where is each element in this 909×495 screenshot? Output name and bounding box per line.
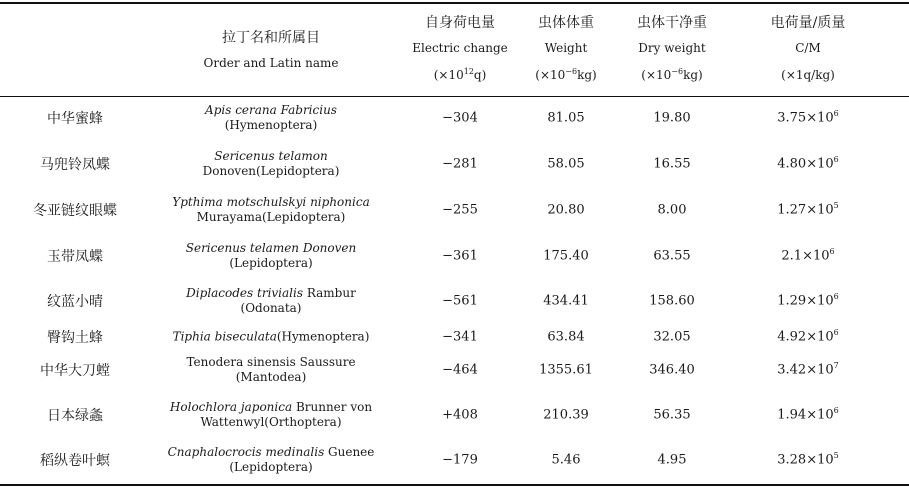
row-4-dry-weight: 63.55 — [653, 248, 691, 264]
row-4-charge: −361 — [442, 248, 478, 264]
row-3-weight: 20.80 — [547, 202, 585, 218]
row-6-chinese-name: 臀钩土蜂 — [47, 330, 103, 346]
table-bottom-rule — [0, 484, 909, 486]
row-8-chinese-name: 日本绿螽 — [47, 408, 103, 424]
row-2-weight: 58.05 — [547, 156, 585, 172]
row-6-charge-mass: $4.92\times 10^6$ — [777, 328, 839, 345]
row-9-charge: −179 — [442, 452, 478, 468]
row-3-latin-name: Ypthima motschulskyi niphonica Murayama(Lepidoptera) — [172, 195, 370, 224]
row-8-latin-name: Holochlora japonica Brunner von Wattenwyl(Orthoptera) — [169, 400, 373, 429]
header-cm-cn: 电荷量/质量 — [770, 15, 846, 31]
row-9-chinese-name: 稻纵卷叶螟 — [40, 453, 110, 469]
row-7-charge-mass: $3.42\times 10^7$ — [777, 361, 839, 378]
header-latin-en: Order and Latin name — [203, 56, 339, 70]
header-weight-unit: $(\times 10^{-6}kg)$ — [535, 67, 597, 82]
row-1-latin-name: Apis cerana Fabricius (Hymenoptera) — [205, 103, 337, 132]
row-7-chinese-name: 中华大刀螳 — [40, 363, 110, 379]
row-4-chinese-name: 玉带凤蝶 — [47, 249, 103, 265]
header-cm-en: C/M — [795, 41, 821, 55]
row-2-dry-weight: 16.55 — [653, 156, 691, 172]
row-9-latin-name: Cnaphalocrocis medinalis Guenee (Lepidoptera) — [167, 445, 375, 474]
header-dry-cn: 虫体干净重 — [637, 15, 707, 31]
row-1-charge-mass: $3.75\times 10^6$ — [777, 109, 839, 126]
row-5-weight: 434.41 — [543, 293, 589, 309]
row-9-charge-mass: $3.28\times 10^5$ — [777, 451, 839, 468]
row-7-dry-weight: 346.40 — [649, 362, 695, 378]
row-4-charge-mass: $2.1\times 10^6$ — [781, 247, 835, 264]
header-charge-cn: 自身荷电量 — [425, 15, 495, 31]
row-7-charge: −464 — [442, 362, 478, 378]
header-cm-unit: (×1q/kg) — [781, 68, 835, 82]
row-2-latin-name: Sericenus telamon Donoven(Lepidoptera) — [202, 149, 340, 178]
header-weight-cn: 虫体体重 — [538, 15, 594, 31]
header-charge-en: Electric change — [412, 41, 508, 55]
row-2-chinese-name: 马兜铃凤蝶 — [40, 157, 110, 173]
table-header-rule — [0, 96, 909, 97]
row-3-chinese-name: 冬亚链纹眼蝶 — [33, 203, 117, 219]
row-8-dry-weight: 56.35 — [653, 407, 691, 423]
row-9-dry-weight: 4.95 — [657, 452, 687, 468]
row-5-charge-mass: $1.29\times 10^6$ — [777, 292, 839, 309]
row-1-weight: 81.05 — [547, 110, 585, 126]
row-1-charge: −304 — [442, 110, 478, 126]
row-2-charge-mass: $4.80\times 10^6$ — [777, 155, 839, 172]
row-1-chinese-name: 中华蜜蜂 — [47, 111, 103, 127]
header-dry-unit: $(\times 10^{-6}kg)$ — [641, 67, 703, 82]
row-2-charge: −281 — [442, 156, 478, 172]
row-1-dry-weight: 19.80 — [653, 110, 691, 126]
row-5-charge: −561 — [442, 293, 478, 309]
row-4-weight: 175.40 — [543, 248, 589, 264]
row-6-dry-weight: 32.05 — [653, 329, 691, 345]
row-5-dry-weight: 158.60 — [649, 293, 695, 309]
header-dry-en: Dry weight — [638, 41, 706, 55]
header-latin-cn: 拉丁名和所属目 — [222, 30, 320, 46]
row-9-weight: 5.46 — [551, 452, 581, 468]
row-6-weight: 63.84 — [547, 329, 585, 345]
row-6-latin-name: Tiphia biseculata(Hymenoptera) — [172, 329, 370, 344]
row-8-charge: +408 — [442, 407, 478, 423]
row-7-latin-name: Tenodera sinensis Saussure (Mantodea) — [186, 355, 356, 384]
row-7-weight: 1355.61 — [539, 362, 593, 378]
row-6-charge: −341 — [442, 329, 478, 345]
header-weight-en: Weight — [544, 41, 588, 55]
header-charge-unit: $(\times 10^{12}q)$ — [433, 67, 487, 82]
table-top-rule — [0, 2, 909, 4]
row-3-charge: −255 — [442, 202, 478, 218]
row-4-latin-name: Sericenus telamen Donoven (Lepidoptera) — [185, 241, 357, 270]
row-3-charge-mass: $1.27\times 10^5$ — [777, 201, 839, 218]
row-5-latin-name: Diplacodes trivialis Rambur (Odonata) — [186, 286, 356, 315]
row-5-chinese-name: 纹蓝小晴 — [47, 294, 103, 310]
row-3-dry-weight: 8.00 — [657, 202, 687, 218]
row-8-charge-mass: $1.94\times 10^6$ — [777, 406, 839, 423]
row-8-weight: 210.39 — [543, 407, 589, 423]
